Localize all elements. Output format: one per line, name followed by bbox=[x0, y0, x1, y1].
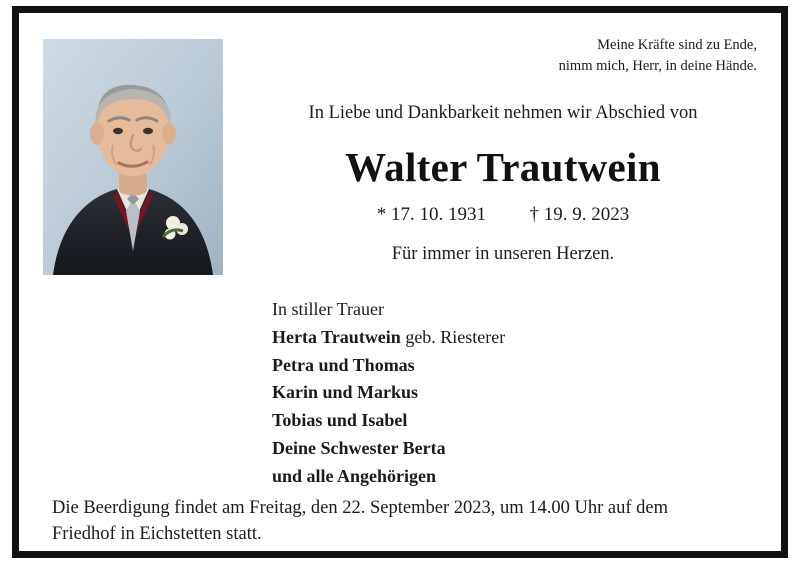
list-item bbox=[272, 463, 505, 491]
deceased-name: Walter Trautwein bbox=[345, 144, 661, 191]
mourning-notice-card bbox=[12, 6, 788, 558]
mourner-name: und alle Angehörigen bbox=[272, 465, 437, 486]
mourner-name: Deine Schwester Berta bbox=[272, 437, 446, 458]
list-item bbox=[272, 407, 505, 435]
funeral-info-line-2: Friedhof in Eichstetten statt. bbox=[52, 524, 262, 545]
mourners-intro: In stiller Trauer bbox=[272, 299, 384, 319]
main-text-column bbox=[249, 101, 757, 265]
death-date: † 19. 9. 2023 bbox=[529, 204, 630, 226]
verse-line-1: Meine Kräfte sind zu Ende, bbox=[597, 37, 757, 53]
birth-date: * 17. 10. 1931 bbox=[376, 204, 486, 226]
list-item bbox=[272, 324, 505, 352]
mourner-name: Petra und Thomas bbox=[272, 354, 415, 375]
portrait-illustration bbox=[43, 39, 223, 275]
mourner-name: Tobias und Isabel bbox=[272, 410, 408, 431]
motto-text: Für immer in unseren Herzen. bbox=[391, 244, 615, 265]
notice-inner bbox=[19, 13, 781, 551]
mourner-suffix: geb. Riesterer bbox=[400, 326, 506, 347]
list-item bbox=[272, 435, 505, 463]
mourner-name: Karin und Markus bbox=[272, 382, 419, 403]
mourner-name: Herta Trautwein bbox=[272, 326, 401, 347]
funeral-info-line-1: Die Beerdigung findet am Freitag, den 22. September 2023, um 14.00 Uhr auf dem bbox=[52, 498, 669, 518]
mourners-block bbox=[272, 296, 505, 491]
life-dates bbox=[249, 204, 757, 226]
list-item bbox=[272, 352, 505, 380]
portrait-photo bbox=[43, 39, 223, 275]
verse-line-2: nimm mich, Herr, in deine Hände. bbox=[558, 58, 757, 75]
lead-text: In Liebe und Dankbarkeit nehmen wir Abschied von bbox=[308, 103, 698, 123]
list-item bbox=[272, 379, 505, 407]
funeral-info bbox=[52, 495, 755, 548]
verse-block bbox=[559, 35, 757, 77]
